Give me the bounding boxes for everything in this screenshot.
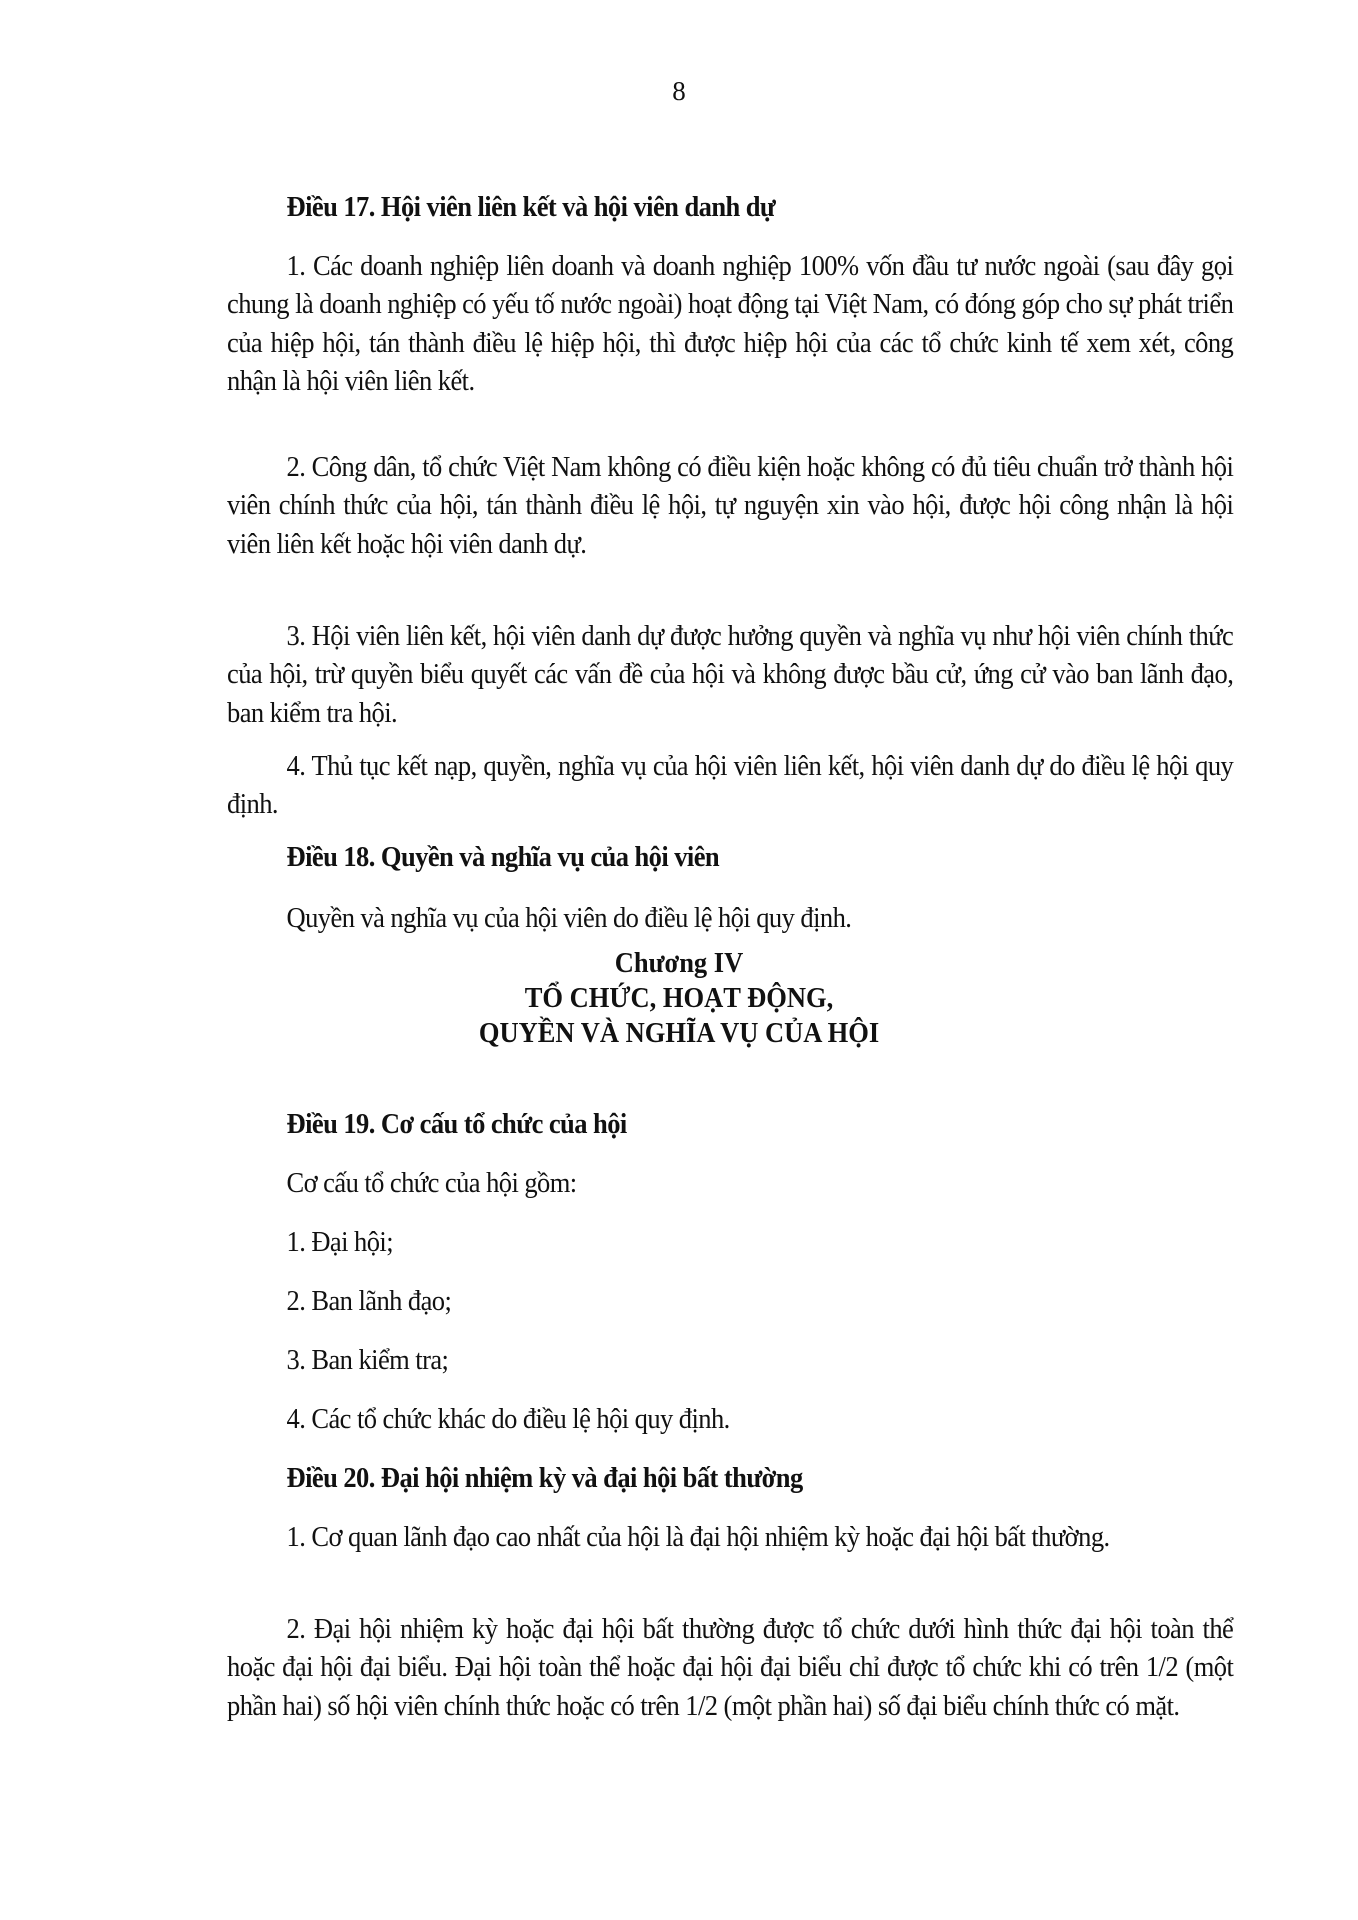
paragraph: 4. Thủ tục kết nạp, quyền, nghĩa vụ của hội viên liên kết, hội viên danh dự do điều lệ hội quy định. [227, 750, 1234, 820]
list-item: 2. Ban lãnh đạo; [286, 1285, 452, 1317]
list-item: 4. Các tổ chức khác do điều lệ hội quy định. [286, 1403, 730, 1435]
paragraph: Cơ cấu tổ chức của hội gồm: [286, 1167, 577, 1199]
chapter-title-line-1: TỔ CHỨC, HOẠT ĐỘNG, [524, 983, 834, 1014]
paragraph: Quyền và nghĩa vụ của hội viên do điều lệ hội quy định. [286, 902, 852, 934]
page-number: 8 [672, 76, 686, 106]
article-title: Điều 19. Cơ cấu tổ chức của hội [286, 1108, 627, 1140]
paragraph: 1. Các doanh nghiệp liên doanh và doanh nghiệp 100% vốn đầu tư nước ngoài (sau đây gọi chung là doanh nghiệp có yếu tố nước ngoài) hoạt động tại Việt Nam, có đóng góp cho sự phát triển của hiệp hội, tán thành điều lệ hiệp hội, thì được hiệp hội của các tổ chức kinh tế xem xét, công nhận là hội viên liên kết. [227, 250, 1234, 397]
paragraph: 3. Hội viên liên kết, hội viên danh dự được hưởng quyền và nghĩa vụ như hội viên chính thức của hội, trừ quyền biểu quyết các vấn đề của hội và không được bầu cử, ứng cử vào ban lãnh đạo, ban kiểm tra hội. [227, 620, 1234, 729]
article-title: Điều 17. Hội viên liên kết và hội viên danh dự [286, 191, 776, 223]
list-item: 3. Ban kiểm tra; [286, 1344, 449, 1376]
paragraph: 2. Công dân, tổ chức Việt Nam không có điều kiện hoặc không có đủ tiêu chuẩn trở thành hội viên chính thức của hội, tán thành điều lệ hội, tự nguyện xin vào hội, được hội công nhận là hội viên liên kết hoặc hội viên danh dự. [227, 451, 1234, 560]
article-title: Điều 18. Quyền và nghĩa vụ của hội viên [286, 841, 720, 873]
chapter-title-line-2: QUYỀN VÀ NGHĨA VỤ CỦA HỘI [478, 1018, 880, 1049]
list-item: 1. Đại hội; [286, 1226, 394, 1258]
article-title: Điều 20. Đại hội nhiệm kỳ và đại hội bất thường [286, 1462, 803, 1494]
chapter-label: Chương IV [614, 948, 744, 979]
paragraph: 2. Đại hội nhiệm kỳ hoặc đại hội bất thường được tổ chức dưới hình thức đại hội toàn thể hoặc đại hội đại biểu. Đại hội toàn thể hoặc đại hội đại biểu chỉ được tổ chức khi có trên 1/2 (một phần hai) số hội viên chính thức hoặc có trên 1/2 (một phần hai) số đại biểu chính thức có mặt. [227, 1613, 1234, 1722]
paragraph: 1. Cơ quan lãnh đạo cao nhất của hội là đại hội nhiệm kỳ hoặc đại hội bất thường. [286, 1521, 1110, 1553]
